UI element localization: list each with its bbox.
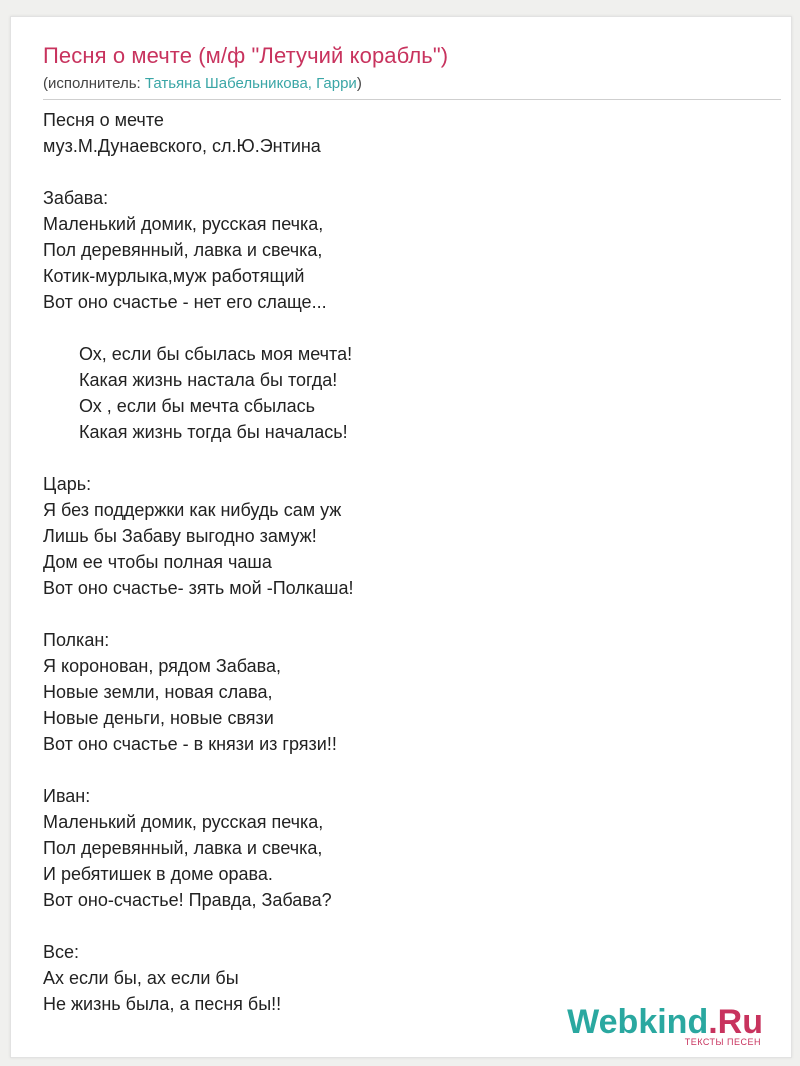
lyrics-page xyxy=(10,16,792,1058)
lyrics-line: Какая жизнь тогда бы началась! xyxy=(79,422,348,442)
lyrics-line: Дом ее чтобы полная чаша xyxy=(43,552,272,572)
logo-brand: Webkind xyxy=(567,1003,709,1041)
lyrics-blank-line xyxy=(43,601,763,627)
lyrics-line: Полкан: xyxy=(43,630,110,650)
lyrics-line: Новые земли, новая слава, xyxy=(43,682,273,702)
lyrics-line: Ох , если бы мечта сбылась xyxy=(79,396,315,416)
lyrics-line: Лишь бы Забаву выгодно замуж! xyxy=(43,526,317,546)
lyrics-line: И ребятишек в доме орава. xyxy=(43,864,273,884)
performer-prefix: (исполнитель: xyxy=(43,75,145,92)
lyrics-line: Я коронован, рядом Забава, xyxy=(43,656,281,676)
lyrics-line: Забава: xyxy=(43,188,109,208)
lyrics-line: Все: xyxy=(43,942,80,962)
performer-line xyxy=(43,75,362,92)
lyrics-line: Ах если бы, ах если бы xyxy=(43,968,239,988)
lyrics-line: Я без поддержки как нибудь сам уж xyxy=(43,500,342,520)
header-divider xyxy=(43,99,781,100)
lyrics-line: Песня о мечте xyxy=(43,110,164,130)
lyrics-blank-line xyxy=(43,445,763,471)
lyrics-blank-line xyxy=(43,315,763,341)
lyrics-line: Какая жизнь настала бы тогда! xyxy=(79,370,338,390)
lyrics-line: Маленький домик, русская печка, xyxy=(43,812,324,832)
lyrics-body xyxy=(43,107,763,1017)
logo-tagline: ТЕКСТЫ ПЕСЕН xyxy=(684,1037,761,1047)
logo-tld: .Ru xyxy=(708,1003,763,1041)
lyrics-line: Пол деревянный, лавка и свечка, xyxy=(43,240,323,260)
lyrics-line: муз.М.Дунаевского, сл.Ю.Энтина xyxy=(43,136,321,156)
performer-suffix: ) xyxy=(356,75,362,92)
lyrics-line: Новые деньги, новые связи xyxy=(43,708,274,728)
lyrics-line: Маленький домик, русская печка, xyxy=(43,214,324,234)
lyrics-line: Пол деревянный, лавка и свечка, xyxy=(43,838,323,858)
lyrics-line: Вот оно счастье- зять мой -Полкаша! xyxy=(43,578,354,598)
lyrics-line: Вот оно счастье - нет его слаще... xyxy=(43,292,327,312)
lyrics-line: Ох, если бы сбылась моя мечта! xyxy=(79,344,353,364)
webkind-logo[interactable] xyxy=(567,1005,763,1047)
lyrics-line: Вот оно-счастье! Правда, Забава? xyxy=(43,890,332,910)
lyrics-line: Иван: xyxy=(43,786,91,806)
lyrics-blank-line xyxy=(43,913,763,939)
logo-wordmark xyxy=(567,1005,763,1039)
lyrics-line: Вот оно счастье - в князи из грязи!! xyxy=(43,734,337,754)
lyrics-blank-line xyxy=(43,159,763,185)
lyrics-line: Котик-мурлыка,муж работящий xyxy=(43,266,305,286)
lyrics-line: Не жизнь была, а песня бы!! xyxy=(43,994,282,1014)
lyrics-line: Царь: xyxy=(43,474,92,494)
song-title: Песня о мечте (м/ф "Летучий корабль") xyxy=(43,43,449,68)
lyrics-blank-line xyxy=(43,757,763,783)
performer-names-link[interactable]: Татьяна Шабельникова, Гарри xyxy=(144,75,357,92)
